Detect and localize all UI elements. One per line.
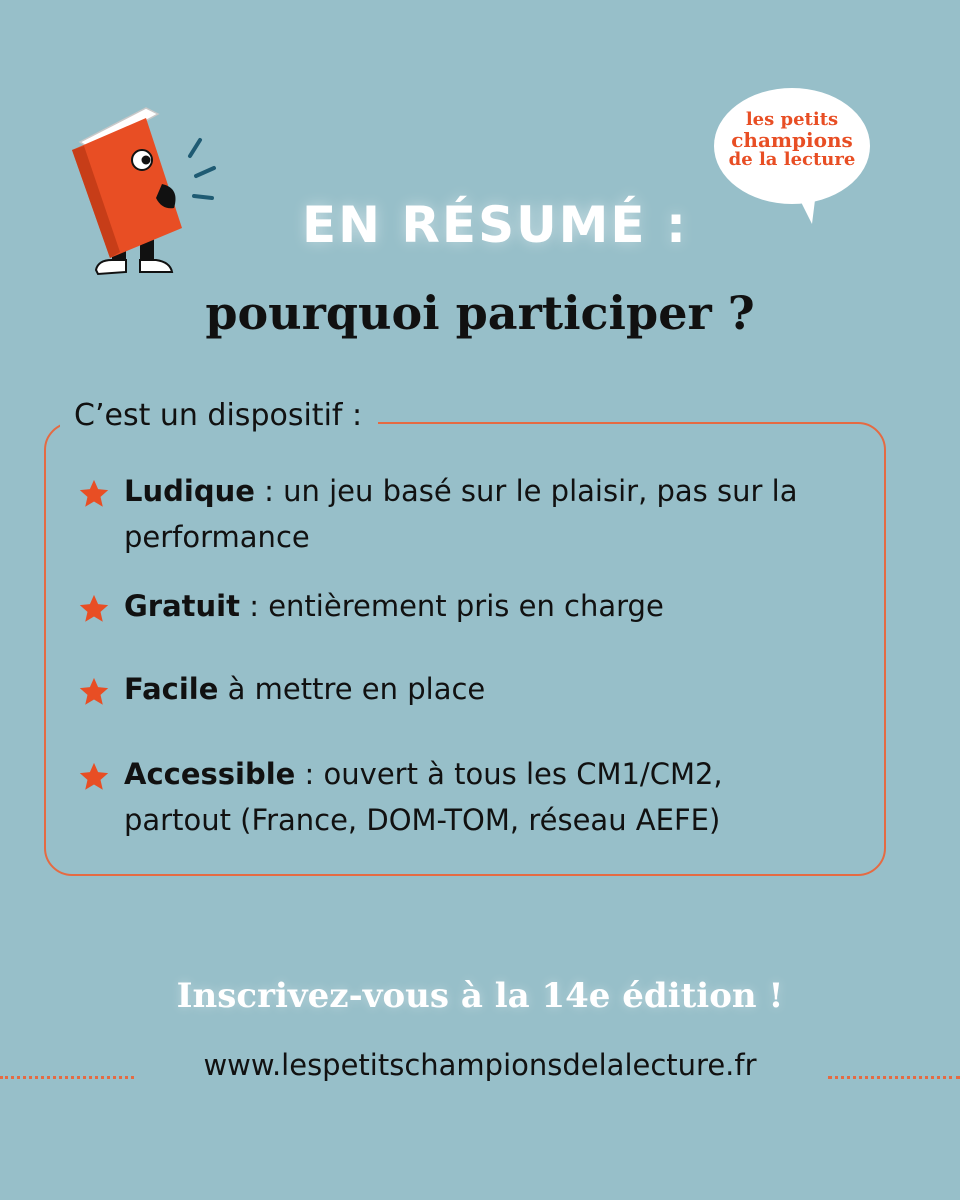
star-icon	[76, 675, 112, 709]
logo-line-1: les petits	[745, 109, 839, 130]
star-icon	[76, 592, 112, 626]
headline: EN RÉSUMÉ :	[302, 196, 688, 254]
feature-item-gratuit	[76, 583, 836, 629]
feature-text: à mettre en place	[218, 672, 486, 706]
website-link[interactable]: www.lespetitschampionsdelalecture.fr	[203, 1048, 757, 1082]
subheadline: pourquoi participer ?	[205, 286, 755, 340]
feature-item-facile	[76, 666, 836, 712]
feature-item-ludique	[76, 468, 836, 560]
star-icon	[76, 760, 112, 794]
logo-line-3: de la lecture	[728, 149, 856, 170]
feature-label: Facile	[124, 672, 219, 706]
feature-label: Gratuit	[124, 589, 240, 623]
logo-line-2: champions	[731, 128, 853, 152]
feature-text: : entièrement pris en charge	[240, 589, 664, 623]
panel-title: C’est un dispositif :	[60, 398, 378, 433]
dotted-divider-right	[828, 1076, 960, 1079]
logo	[722, 110, 862, 170]
star-icon	[76, 477, 112, 511]
feature-label: Accessible	[124, 757, 296, 791]
feature-text: : ouvert à tous les CM1/CM2, partout (France, DOM-TOM, réseau AEFE)	[124, 757, 723, 837]
feature-text: : un jeu basé sur le plaisir, pas sur la performance	[124, 474, 798, 554]
book-mascot-icon	[62, 100, 232, 290]
feature-item-accessible	[76, 751, 836, 843]
feature-label: Ludique	[124, 474, 255, 508]
call-to-action: Inscrivez-vous à la 14e édition !	[176, 976, 784, 1016]
